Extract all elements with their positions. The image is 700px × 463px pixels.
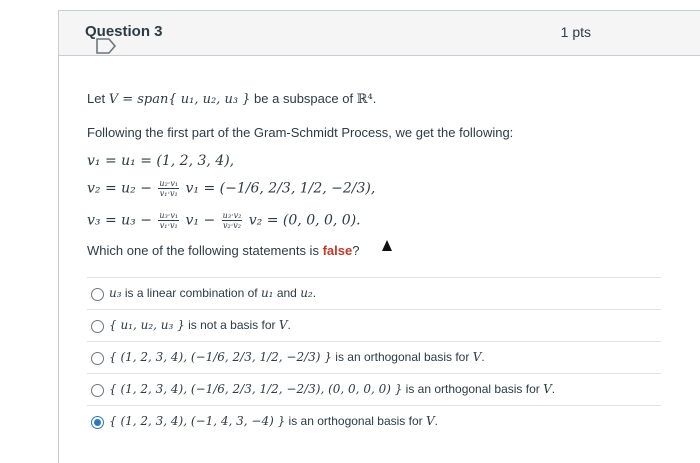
question-prompt: [87, 243, 359, 258]
answer-4-math: { (1, 2, 3, 4), (−1/6, 2/3, 1/2, −2/3), (0, 0, 0, 0) }: [109, 382, 403, 396]
v3-frac1-num: u₃·v₁: [159, 211, 179, 220]
question-card: [58, 10, 700, 463]
v2-frac-num: u₂·v₁: [159, 179, 179, 188]
v3-frac1-den: v₁·v₁: [159, 221, 178, 230]
radio-button-3[interactable]: [91, 352, 104, 365]
answer-1-math2: u₁: [260, 286, 274, 300]
answer-text-5: [109, 414, 438, 428]
question-title: Question 3: [85, 23, 163, 40]
answer-option-1[interactable]: [87, 277, 661, 310]
answer-3-math2: V: [472, 350, 482, 364]
answer-5-math: { (1, 2, 3, 4), (−1, 4, 3, −4) }: [109, 414, 286, 428]
v2-frac-den: v₁·v₁: [159, 189, 178, 198]
v3-frac2-num: u₃·v₂: [222, 211, 242, 220]
answer-5-math2: V: [425, 414, 435, 428]
prompt-prefix: Which one of the following statements is: [87, 243, 323, 258]
intro-end: .: [372, 91, 377, 106]
answer-2-text2: .: [287, 318, 291, 332]
intro-suffix: be a subspace of: [250, 91, 357, 106]
answer-5-text: is an orthogonal basis for: [285, 414, 426, 428]
v2-lhs: v₂ = u₂ −: [87, 180, 152, 197]
answer-4-text: is an orthogonal basis for: [402, 382, 544, 396]
answer-1-math3: u₂: [300, 286, 313, 300]
intro-math: V = span{ u₁, u₂, u₃ }: [108, 92, 251, 107]
radio-button-1[interactable]: [91, 288, 104, 301]
answer-1-math: u₃: [109, 286, 122, 300]
answer-4-text2: .: [551, 382, 556, 396]
radio-button-5-selected[interactable]: [91, 416, 104, 429]
answer-5-text2: .: [434, 414, 438, 428]
prompt-suffix: ?: [352, 243, 360, 258]
v3-frac2-den: v₂·v₂: [222, 221, 241, 230]
answer-2-math: { u₁, u₂, u₃ }: [109, 318, 185, 332]
intro-prefix: Let: [87, 91, 109, 106]
v1-equation: v₁ = u₁ = (1, 2, 3, 4),: [87, 153, 235, 169]
radio-button-4[interactable]: [91, 384, 104, 397]
answer-2-text: is not a basis for: [184, 318, 279, 332]
answer-option-4[interactable]: [87, 373, 661, 406]
answer-2-math2: V: [278, 318, 288, 332]
v2-equation: [87, 179, 375, 198]
v2-fraction: [158, 179, 179, 198]
v3-mid: v₁ −: [185, 212, 216, 229]
answer-text-4: [109, 382, 555, 396]
answer-3-text: is an orthogonal basis for: [331, 350, 473, 364]
answer-text-2: [109, 318, 291, 332]
intro-line: [87, 91, 376, 107]
answer-option-2[interactable]: [87, 309, 661, 342]
mouse-pointer-icon: [382, 240, 392, 251]
intro-space: ℝ⁴: [356, 92, 373, 107]
answer-3-text2: .: [481, 350, 485, 364]
answer-option-5[interactable]: [87, 405, 661, 438]
radio-button-2[interactable]: [91, 320, 104, 333]
v3-fraction-2: [222, 211, 243, 230]
prompt-false-word: false: [322, 243, 353, 258]
question-header: [59, 11, 700, 56]
answer-1-text: is a linear combination of: [121, 286, 261, 300]
v3-lhs: v₃ = u₃ −: [87, 212, 152, 229]
answer-1-text2: and: [273, 286, 301, 300]
v2-rhs: v₁ = (−1/6, 2/3, 1/2, −2/3),: [185, 180, 376, 197]
v3-fraction-1: [158, 211, 179, 230]
answer-1-text3: .: [312, 286, 317, 300]
answer-4-math2: V: [543, 382, 552, 396]
answer-3-math: { (1, 2, 3, 4), (−1/6, 2/3, 1/2, −2/3) }: [109, 350, 332, 364]
question-points: 1 pts: [560, 24, 591, 40]
process-text: Following the first part of the Gram-Schmidt Process, we get the following:: [87, 125, 514, 140]
answer-option-3[interactable]: [87, 341, 661, 374]
answer-text-1: [109, 286, 316, 300]
answer-text-3: [109, 350, 485, 364]
v3-equation: [87, 211, 361, 230]
v3-rhs: v₂ = (0, 0, 0, 0).: [248, 212, 361, 229]
